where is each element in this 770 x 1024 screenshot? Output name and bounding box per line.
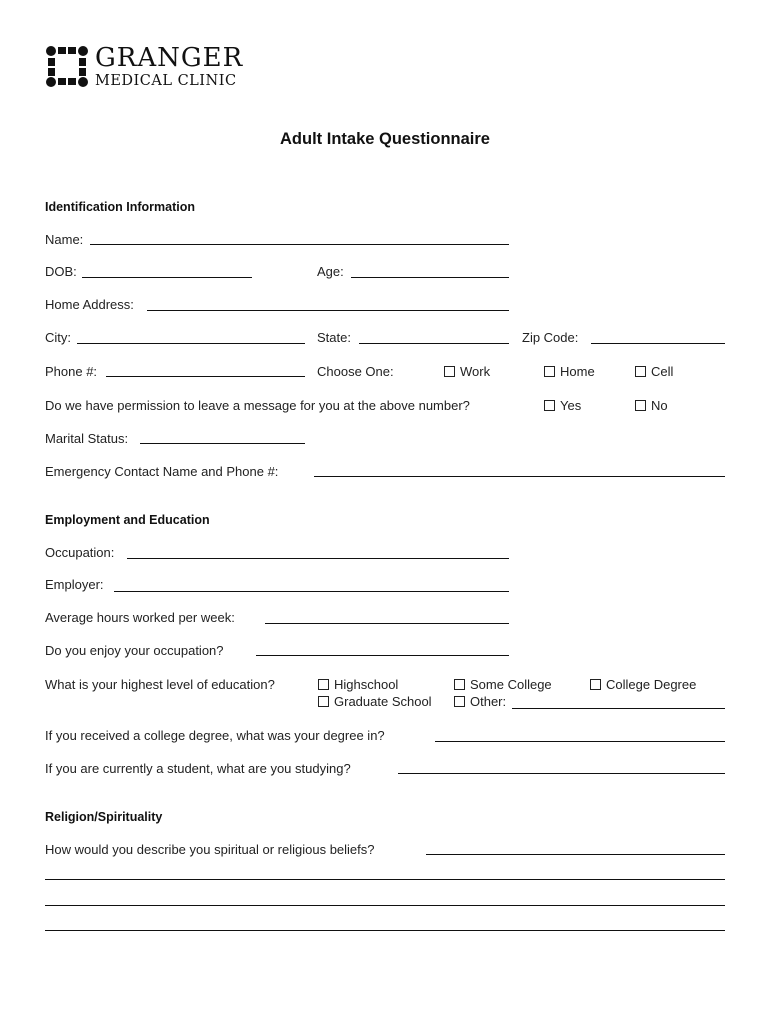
phone-type-work[interactable]: Work — [444, 364, 490, 379]
checkbox-icon[interactable] — [544, 366, 555, 377]
hours-field[interactable] — [265, 623, 509, 624]
page-title: Adult Intake Questionnaire — [280, 130, 490, 148]
city-label: City: — [45, 330, 71, 345]
occupation-field[interactable] — [127, 558, 509, 559]
employer-label: Employer: — [45, 577, 104, 592]
city-field[interactable] — [77, 343, 305, 344]
dob-field[interactable] — [82, 277, 252, 278]
phone-type-home[interactable]: Home — [544, 364, 595, 379]
checkbox-icon[interactable] — [318, 696, 329, 707]
enjoy-occupation-label: Do you enjoy your occupation? — [45, 643, 224, 658]
degree-label: If you received a college degree, what was your degree in? — [45, 728, 385, 743]
beliefs-label: How would you describe you spiritual or religious beliefs? — [45, 842, 375, 857]
home-address-label: Home Address: — [45, 297, 134, 312]
student-field[interactable] — [398, 773, 725, 774]
enjoy-occupation-field[interactable] — [256, 655, 509, 656]
zip-label: Zip Code: — [522, 330, 579, 345]
phone-type-cell[interactable]: Cell — [635, 364, 673, 379]
hours-label: Average hours worked per week: — [45, 610, 235, 625]
name-field[interactable] — [90, 244, 509, 245]
state-label: State: — [317, 330, 351, 345]
section-heading-employment: Employment and Education — [45, 513, 210, 527]
name-label: Name: — [45, 232, 84, 247]
checkbox-icon[interactable] — [444, 366, 455, 377]
checkbox-icon[interactable] — [635, 400, 646, 411]
degree-field[interactable] — [435, 741, 725, 742]
clinic-name: GRANGER — [95, 43, 244, 73]
emergency-contact-label: Emergency Contact Name and Phone #: — [45, 464, 279, 479]
section-heading-identification: Identification Information — [45, 200, 195, 214]
phone-label: Phone #: — [45, 364, 98, 379]
checkbox-icon[interactable] — [318, 679, 329, 690]
education-question: What is your highest level of education? — [45, 677, 275, 692]
checkbox-icon[interactable] — [590, 679, 601, 690]
clinic-logo-icon — [45, 44, 89, 89]
education-other[interactable]: Other: — [454, 694, 506, 709]
occupation-label: Occupation: — [45, 545, 115, 560]
education-highschool[interactable]: Highschool — [318, 677, 398, 692]
marital-status-label: Marital Status: — [45, 431, 129, 446]
clinic-subtitle: MEDICAL CLINIC — [95, 73, 237, 89]
permission-question: Do we have permission to leave a message for you at the above number? — [45, 398, 470, 413]
clinic-logo — [45, 44, 265, 92]
choose-one-label: Choose One: — [317, 364, 394, 379]
dob-label: DOB: — [45, 264, 77, 279]
beliefs-field-line-4[interactable] — [45, 930, 725, 931]
education-other-field[interactable] — [512, 708, 725, 709]
section-heading-religion: Religion/Spirituality — [45, 810, 163, 824]
employer-field[interactable] — [114, 591, 509, 592]
student-label: If you are currently a student, what are you studying? — [45, 761, 351, 776]
zip-field[interactable] — [591, 343, 725, 344]
phone-field[interactable] — [106, 376, 305, 377]
age-field[interactable] — [351, 277, 509, 278]
state-field[interactable] — [359, 343, 509, 344]
checkbox-icon[interactable] — [635, 366, 646, 377]
checkbox-icon[interactable] — [454, 696, 465, 707]
beliefs-field-line-3[interactable] — [45, 905, 725, 906]
permission-no[interactable]: No — [635, 398, 668, 413]
permission-yes[interactable]: Yes — [544, 398, 581, 413]
education-some-college[interactable]: Some College — [454, 677, 552, 692]
checkbox-icon[interactable] — [544, 400, 555, 411]
marital-status-field[interactable] — [140, 443, 305, 444]
checkbox-icon[interactable] — [454, 679, 465, 690]
education-college-degree[interactable]: College Degree — [590, 677, 696, 692]
beliefs-field-line-2[interactable] — [45, 879, 725, 880]
beliefs-field[interactable] — [426, 854, 725, 855]
age-label: Age: — [317, 264, 344, 279]
emergency-contact-field[interactable] — [314, 476, 725, 477]
education-graduate-school[interactable]: Graduate School — [318, 694, 432, 709]
home-address-field[interactable] — [147, 310, 509, 311]
